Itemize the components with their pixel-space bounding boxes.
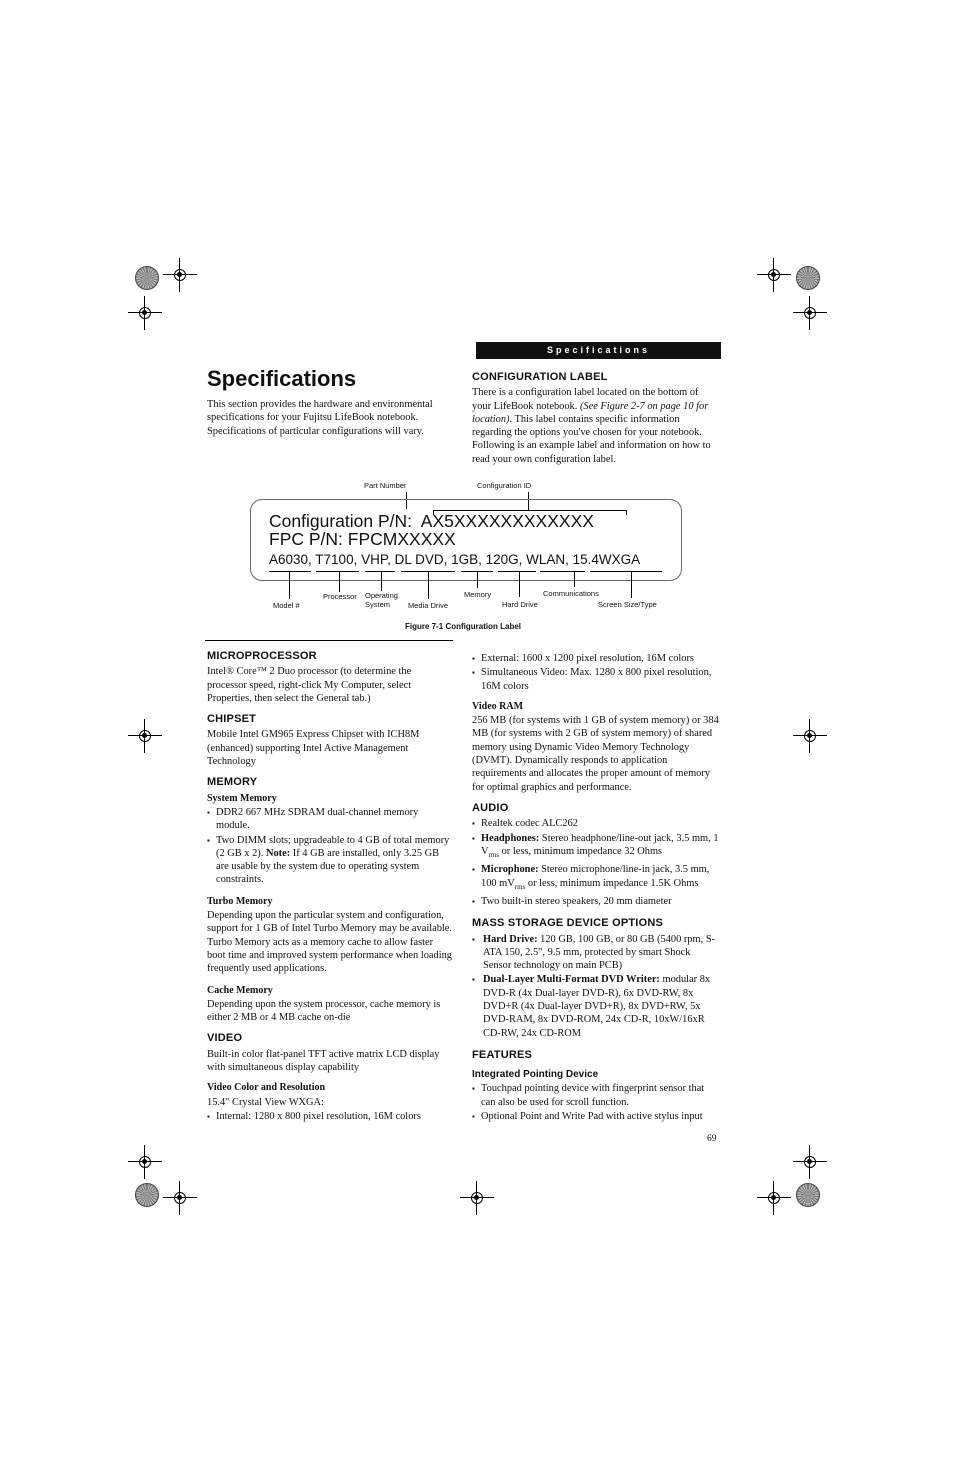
registration-mark-icon bbox=[757, 258, 791, 292]
mass-storage-list bbox=[472, 933, 720, 1040]
configuration-label-section bbox=[472, 371, 720, 466]
divider bbox=[205, 640, 453, 641]
intro-paragraph bbox=[207, 398, 452, 438]
list-text: Stereo microphone/line-in jack, 3.5 mm, 100 mV bbox=[481, 864, 710, 889]
registration-mark-icon bbox=[128, 719, 162, 753]
color-disk-icon bbox=[796, 266, 820, 290]
registration-mark-icon bbox=[460, 1181, 494, 1215]
section-heading: AUDIO bbox=[472, 801, 509, 814]
registration-mark-icon bbox=[793, 719, 827, 753]
cache-memory-body: Depending upon the system processor, cache memory is either 2 MB or 4 MB cache on-die bbox=[207, 998, 441, 1024]
callout-line bbox=[339, 572, 340, 592]
item-label: Microphone: bbox=[481, 864, 539, 876]
fpc-pn-prefix: FPC P/N: bbox=[269, 529, 343, 549]
list-item: ▪ DDR2 667 MHz SDRAM dual-channel memory module. bbox=[207, 806, 452, 833]
list-item bbox=[472, 933, 720, 973]
callout-line bbox=[519, 572, 520, 597]
subheading: Cache Memory bbox=[207, 984, 273, 996]
list-item: ▪ External: 1600 x 1200 pixel resolution, 16M colors bbox=[472, 652, 720, 665]
video-resolution-list-cont bbox=[472, 652, 720, 693]
list-item bbox=[207, 834, 452, 887]
callout-model: Model # bbox=[273, 601, 300, 610]
registration-mark-icon bbox=[793, 1145, 827, 1179]
body-text: . This label contains specific information regarding the options you've chosen for your notebook. Following is an example label and information on how to read your own configuration label. bbox=[472, 413, 711, 465]
bracket-line bbox=[269, 571, 311, 572]
subheading: Integrated Pointing Device bbox=[472, 1069, 599, 1081]
list-text: or less, minimum impedance 1.5K Ohms bbox=[525, 877, 699, 889]
bracket-line bbox=[540, 571, 585, 572]
callout-line bbox=[631, 572, 632, 598]
note-label: Note: bbox=[265, 847, 291, 859]
configuration-label-body bbox=[472, 386, 720, 466]
callout-line bbox=[574, 572, 575, 587]
label-line-3: A6030, T7100, VHP, DL DVD, 1GB, 120G, WLAN, 15.4WXGA bbox=[269, 552, 641, 567]
subheading: Video Color and Resolution bbox=[207, 1082, 326, 1094]
callout-communications: Communications bbox=[543, 589, 599, 598]
section-heading: MEMORY bbox=[207, 776, 258, 789]
body-text: There is a configuration label located on the bottom of your LifeBook notebook. bbox=[472, 387, 699, 412]
callout-media-drive: Media Drive bbox=[408, 601, 449, 610]
subheading: System Memory bbox=[207, 792, 277, 804]
color-disk-icon bbox=[135, 1183, 159, 1207]
bracket-line bbox=[590, 571, 662, 572]
running-header: Specifications bbox=[476, 342, 721, 359]
config-pn-value: AX5XXXXXXXXXXXX bbox=[420, 511, 594, 531]
section-heading: CHIPSET bbox=[207, 713, 257, 726]
section-heading: CONFIGURATION LABEL bbox=[472, 371, 608, 383]
color-disk-icon bbox=[135, 266, 159, 290]
list-item: ▪ Optional Point and Write Pad with active stylus input bbox=[472, 1110, 720, 1123]
intro-text: This section provides the hardware and environmental specifications for your Fujitsu LifeBook notebook. Specifications of particular configurations will vary. bbox=[207, 399, 433, 437]
fpc-pn-value: FPCMXXXXX bbox=[347, 529, 456, 549]
subheading: Turbo Memory bbox=[207, 895, 273, 907]
bracket-line bbox=[498, 571, 536, 572]
registration-mark-icon bbox=[128, 296, 162, 330]
list-item: ▪ Internal: 1280 x 800 pixel resolution, 16M colors bbox=[207, 1110, 452, 1123]
video-ram-body: 256 MB (for systems with 1 GB of system memory) or 384 MB (for systems with 2 GB of system memory) of shared memory using Dynamic Video Memory Technology (DVMT). Dynamically responds to application requirements and allocates the proper amount of memory for optimal graphics and performance. bbox=[472, 715, 719, 793]
label-line-2 bbox=[269, 529, 456, 550]
registration-mark-icon bbox=[128, 1145, 162, 1179]
list-item: ▪ Two built-in stereo speakers, 20 mm diameter bbox=[472, 895, 720, 908]
turbo-memory-body: Depending upon the particular system and configuration, support for 1 GB of Intel Turbo Memory may be available. Turbo Memory acts as a memory cache to allow faster boot time and improved system performance when loading frequently used applications. bbox=[207, 910, 453, 975]
microprocessor-body: Intel® Core™ 2 Duo processor (to determine the processor speed, right-click My Computer, select Properties, then select the General tab.) bbox=[207, 666, 412, 704]
figure-caption: Figure 7-1 Configuration Label bbox=[405, 622, 522, 631]
registration-mark-icon bbox=[793, 296, 827, 330]
list-text: Two DIMM slots; upgradeable to 4 GB of total memory (2 GB x 2). bbox=[216, 834, 450, 859]
video-resolution-list bbox=[207, 1110, 452, 1123]
pointing-device-list bbox=[472, 1082, 720, 1123]
callout-configuration-id: Configuration ID bbox=[477, 481, 532, 490]
audio-list bbox=[472, 817, 720, 908]
config-pn-prefix: Configuration P/N: bbox=[269, 511, 412, 531]
callout-processor: Processor bbox=[323, 592, 357, 601]
chipset-body: Mobile Intel GM965 Express Chipset with ICH8M (enhanced) supporting Intel Active Management Technology bbox=[207, 729, 420, 768]
registration-mark-icon bbox=[163, 258, 197, 292]
subscript: rms bbox=[514, 882, 526, 891]
list-item: ▪ Simultaneous Video: Max. 1280 x 800 pixel resolution, 16M colors bbox=[472, 666, 720, 693]
bracket-line bbox=[316, 571, 359, 572]
item-label: Headphones: bbox=[481, 832, 540, 844]
item-label: Dual-Layer Multi-Format DVD Writer: bbox=[483, 974, 660, 986]
callout-line bbox=[428, 572, 429, 599]
callout-memory: Memory bbox=[464, 590, 492, 599]
section-heading: MICROPROCESSOR bbox=[207, 650, 317, 662]
callout-screen: Screen Size/Type bbox=[598, 600, 657, 609]
callout-os-line2: System bbox=[365, 600, 391, 609]
section-heading: VIDEO bbox=[207, 1032, 243, 1045]
page-title: Specifications bbox=[207, 366, 357, 391]
subheading: Video RAM bbox=[472, 700, 524, 712]
right-column bbox=[472, 651, 720, 1124]
list-text: modular 8x DVD-R (4x Dual-layer DVD-R), 6x DVD-RW, 8x DVD+R (4x Dual-layer DVD+R), 8x DVD+RW, 5x DVD-RAM, 8x DVD-ROM, 24x CD-R, 10xW/16xR CD-RW, 24x CD-ROM bbox=[483, 974, 711, 1039]
callout-part-number: Part Number bbox=[364, 481, 407, 490]
callout-line bbox=[477, 572, 478, 588]
list-text: If 4 GB are installed, only 3.25 GB are usable by the system due to operating system constraints. bbox=[216, 847, 440, 886]
callout-hard-drive: Hard Drive bbox=[502, 600, 538, 609]
list-text: Stereo headphone/line-out jack, 3.5 mm, 1 V bbox=[481, 832, 719, 857]
list-text: or less, minimum impedance 32 Ohms bbox=[499, 845, 663, 857]
callout-line bbox=[381, 572, 382, 591]
section-heading: FEATURES bbox=[472, 1048, 533, 1061]
registration-mark-icon bbox=[163, 1181, 197, 1215]
left-column bbox=[207, 650, 452, 1124]
list-item: ▪ Realtek codec ALC262 bbox=[472, 817, 720, 830]
subscript: rms bbox=[488, 850, 500, 859]
list-item bbox=[472, 832, 720, 863]
bracket-line bbox=[365, 571, 395, 572]
display-type: 15.4" Crystal View WXGA: bbox=[207, 1096, 324, 1108]
section-heading: MASS STORAGE DEVICE OPTIONS bbox=[472, 917, 664, 930]
item-label: Hard Drive: bbox=[483, 933, 538, 945]
callout-os-line1: Operating bbox=[365, 591, 398, 600]
system-memory-list bbox=[207, 806, 452, 887]
registration-mark-icon bbox=[757, 1181, 791, 1215]
list-item bbox=[472, 973, 720, 1039]
list-text: 120 GB, 100 GB, or 80 GB (5400 rpm, S-ATA 150, 2.5", 9.5 mm, protected by smart Shock Sensor technology on main PCB) bbox=[483, 933, 716, 972]
list-item: ▪ Touchpad pointing device with fingerprint sensor that can also be used for scroll function. bbox=[472, 1082, 720, 1109]
callout-line bbox=[289, 572, 290, 599]
color-disk-icon bbox=[796, 1183, 820, 1207]
page-number: 69 bbox=[707, 1134, 717, 1144]
figure-reference-link[interactable]: (See Figure 2-7 on page 10 for location) bbox=[472, 400, 709, 425]
video-body: Built-in color flat-panel TFT active matrix LCD display with simultaneous display capability bbox=[207, 1048, 440, 1074]
list-item bbox=[472, 863, 720, 894]
